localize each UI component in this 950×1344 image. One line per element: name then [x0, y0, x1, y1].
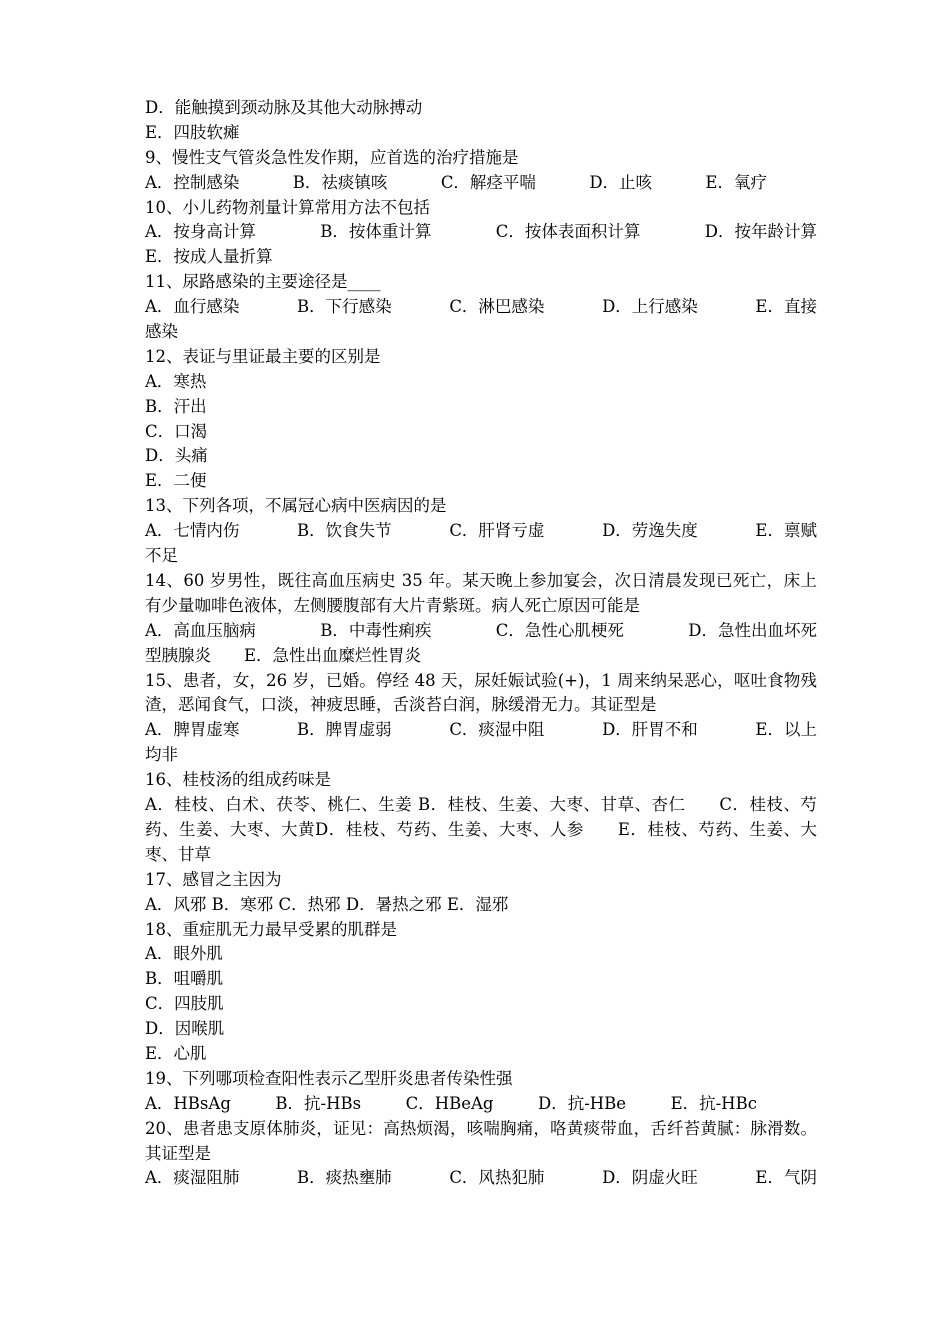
question-16-options: A．桂枝、白术、茯苓、桃仁、生姜 B．桂枝、生姜、大枣、甘草、杏仁 C．桂枝、芍药、生姜、大枣、大黄D．桂枝、芍药、生姜、大枣、人参 E．桂枝、芍药、生姜、大枣、甘草: [145, 795, 817, 864]
option: B．汗出: [145, 396, 207, 416]
option: B．饮食失节: [297, 521, 392, 541]
option: E．氧疗: [705, 172, 767, 192]
option: C．痰湿中阻: [449, 720, 545, 740]
option: A．脾胃虚寒: [145, 720, 240, 740]
option: D．阴虚火旺: [602, 1168, 698, 1188]
question-14: 14、60 岁男性，既往高血压病史 35 年。某天晚上参加宴会，次日清晨发现已死亡，床上有少量咖啡色液体，左侧腰腹部有大片青紫斑。病人死亡原因可能是: [145, 570, 817, 615]
option: B．按体重计算: [320, 222, 432, 242]
question-18: 18、重症肌无力最早受累的肌群是: [145, 919, 397, 939]
option: D．因喉肌: [145, 1019, 225, 1039]
option: A．HBsAg: [145, 1093, 231, 1113]
option: A．按身高计算: [145, 222, 256, 242]
question-9: 9、慢性支气管炎急性发作期，应首选的治疗措施是: [145, 147, 519, 167]
question-11: 11、尿路感染的主要途径是____: [145, 272, 381, 292]
option: A．控制感染: [145, 172, 240, 192]
option: D．上行感染: [602, 297, 698, 317]
option: D．按年龄计算: [704, 222, 817, 242]
option: C．HBeAg: [405, 1093, 494, 1113]
option: A．寒热: [145, 371, 207, 391]
option: B．咀嚼肌: [145, 969, 224, 989]
question-16: 16、桂枝汤的组成药味是: [145, 770, 331, 790]
option: B．中毒性痢疾: [320, 620, 432, 640]
option: B．下行感染: [297, 297, 392, 317]
option-continuation: 感染: [145, 322, 178, 342]
option: A．血行感染: [145, 297, 240, 317]
document-page: [145, 96, 817, 1191]
option: C．四肢肌: [145, 994, 224, 1014]
option: C．淋巴感染: [449, 297, 545, 317]
option: E．气阴: [755, 1168, 817, 1188]
option: C．风热犯肺: [449, 1168, 545, 1188]
option: E．按成人量折算: [145, 247, 273, 267]
option: D．头痛: [145, 446, 208, 466]
option: A．七情内伤: [145, 521, 240, 541]
question-10: 10、小儿药物剂量计算常用方法不包括: [145, 197, 430, 217]
question-13-options: [145, 519, 817, 544]
option: A．高血压脑病: [145, 620, 256, 640]
question-15-options: [145, 718, 817, 743]
question-9-options: [145, 171, 767, 196]
option: C．解痉平喘: [440, 172, 536, 192]
option: E．心肌: [145, 1043, 207, 1063]
option: B．祛痰镇咳: [292, 172, 388, 192]
option: D．止咳: [589, 172, 653, 192]
question-20: 20、患者患支原体肺炎，证见：高热烦渴，咳喘胸痛，咯黄痰带血，舌纤苔黄腻：脉滑数。其证型是: [145, 1118, 817, 1163]
option: E．以上: [755, 720, 817, 740]
option: C．肝肾亏虚: [449, 521, 545, 541]
option: E．直接: [755, 297, 817, 317]
question-12: 12、表证与里证最主要的区别是: [145, 346, 381, 366]
option: B．痰热壅肺: [297, 1168, 392, 1188]
text-line: D．能触摸到颈动脉及其他大动脉搏动: [145, 98, 423, 117]
question-10-options: [145, 220, 817, 245]
question-20-options: [145, 1166, 817, 1191]
question-15: 15、患者，女，26 岁，已婚。停经 48 天，尿妊娠试验(+)，1 周来纳呆恶心，呕吐食物残渣，恶闻食气，口淡，神疲思睡，舌淡苔白润，脉缓滑无力。其证型是: [145, 670, 817, 715]
question-11-options: [145, 295, 817, 320]
option: A．痰湿阻肺: [145, 1168, 240, 1188]
option: E．抗-HBc: [670, 1093, 757, 1113]
question-19-options: [145, 1092, 757, 1117]
option-continuation: 型胰腺炎 E．急性出血糜烂性胃炎: [145, 645, 422, 665]
option: E．禀赋: [755, 521, 817, 541]
option-continuation: 不足: [145, 546, 178, 566]
option: B．抗-HBs: [275, 1093, 362, 1113]
option-continuation: 均非: [145, 745, 178, 765]
option: A．眼外肌: [145, 944, 223, 964]
question-14-options: [145, 619, 817, 644]
option: D．肝胃不和: [602, 720, 698, 740]
option: C．口渴: [145, 421, 208, 441]
option: D．劳逸失度: [602, 521, 698, 541]
question-17-options: A．风邪 B．寒邪 C．热邪 D．暑热之邪 E．湿邪: [145, 894, 509, 914]
option: D．急性出血坏死: [688, 620, 817, 640]
option: C．急性心肌梗死: [495, 620, 624, 640]
text-line: E．四肢软瘫: [145, 122, 240, 142]
option: B．脾胃虚弱: [297, 720, 392, 740]
question-13: 13、下列各项，不属冠心病中医病因的是: [145, 496, 447, 516]
option: C．按体表面积计算: [495, 222, 641, 242]
question-19: 19、下列哪项检查阳性表示乙型肝炎患者传染性强: [145, 1068, 513, 1088]
question-17: 17、感冒之主因为: [145, 869, 282, 889]
option: D．抗-HBe: [537, 1093, 627, 1113]
option: E．二便: [145, 471, 207, 491]
